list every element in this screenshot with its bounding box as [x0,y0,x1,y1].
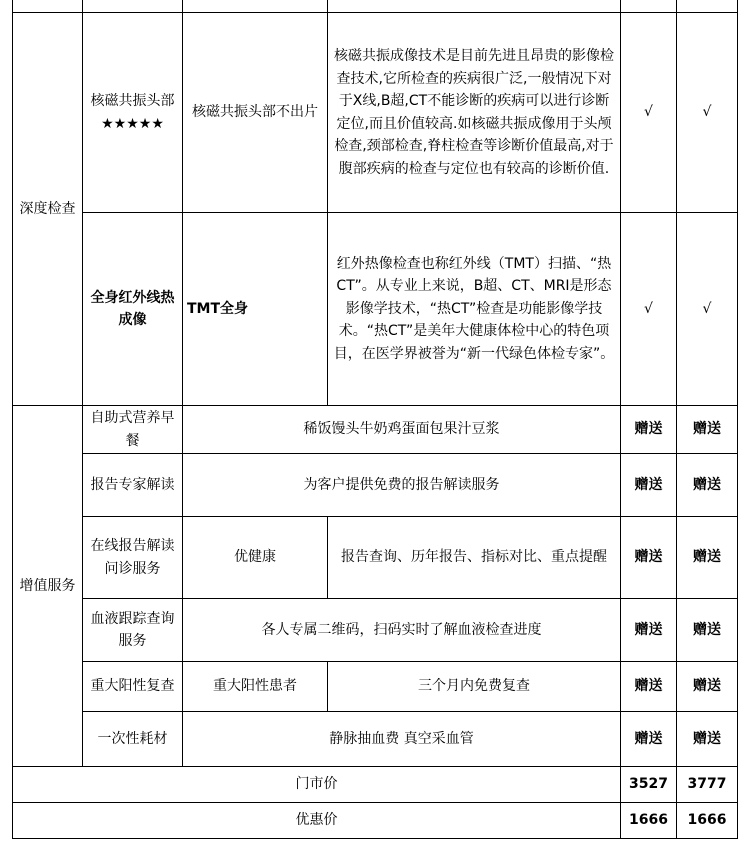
service-name: 一次性耗材 [83,712,183,767]
table-row-blood-tracking [13,599,738,662]
desc-mri: 核磁共振成像技术是目前先进且昂贵的影像检查技术,它所检查的疾病很广泛,一般情况下对于X线,B超,CT不能诊断的疾病可以进行诊断定位,而且价值较高.如核磁共振成像用于头颅检查,颈部检查,脊柱检查等诊断价值最高,对于腹部疾病的检查与定位也有较高的诊断价值. [328,13,621,213]
table-row-list-price [13,767,738,803]
cell-empty [621,0,677,13]
gift-b: 赠送 [677,454,738,517]
gift-a: 赠送 [621,662,677,712]
subitem-mri: 核磁共振头部不出片 [183,13,328,213]
rating-stars: ★★★★★ [101,115,164,132]
table-row-online-report [13,517,738,599]
table-row-tmt [13,213,738,406]
gift-a: 赠送 [621,406,677,454]
package-table [12,0,738,839]
gift-a: 赠送 [621,599,677,662]
check-tmt-a: √ [621,213,677,406]
check-mri-a: √ [621,13,677,213]
category-value-added: 增值服务 [13,406,83,767]
table-row-discount-price [13,803,738,839]
gift-b: 赠送 [677,599,738,662]
service-name: 在线报告解读问诊服务 [83,517,183,599]
table-row-consumables [13,712,738,767]
cell-empty [13,0,83,13]
service-desc: 三个月内免费复查 [328,662,621,712]
cell-empty [328,0,621,13]
service-name: 血液跟踪查询服务 [83,599,183,662]
table-row-mri [13,13,738,213]
item-name-mri [83,13,183,213]
list-price-a: 3527 [621,767,677,803]
service-name: 自助式营养早餐 [83,406,183,454]
gift-a: 赠送 [621,454,677,517]
discount-price-a: 1666 [621,803,677,839]
gift-b: 赠送 [677,662,738,712]
cell-empty [183,0,328,13]
gift-b: 赠送 [677,406,738,454]
service-desc: 为客户提供免费的报告解读服务 [183,454,621,517]
check-tmt-b: √ [677,213,738,406]
subitem-tmt: TMT全身 [183,213,328,406]
service-name: 报告专家解读 [83,454,183,517]
service-sub: 重大阳性患者 [183,662,328,712]
gift-b: 赠送 [677,517,738,599]
check-mri-b: √ [677,13,738,213]
gift-b: 赠送 [677,712,738,767]
table-row-report-interpretation [13,454,738,517]
service-sub: 优健康 [183,517,328,599]
discount-price-label: 优惠价 [13,803,621,839]
service-desc: 报告查询、历年报告、指标对比、重点提醒 [328,517,621,599]
item-name-tmt: 全身红外线热成像 [83,213,183,406]
desc-tmt: 红外热像检查也称红外线（TMT）扫描、“热CT”。从专业上来说，B超、CT、MRI是形态影像学技术，“热CT”检查是功能影像学技术。“热CT”是美年大健康体检中心的特色项目，在医学界被誉为“新一代绿色体检专家”。 [328,213,621,406]
table-row-positive-recheck [13,662,738,712]
cell-empty [677,0,738,13]
table-row-breakfast [13,406,738,454]
item-name-mri-text: 核磁共振头部 [90,93,175,109]
service-name: 重大阳性复查 [83,662,183,712]
service-desc: 稀饭馒头牛奶鸡蛋面包果汁豆浆 [183,406,621,454]
table-row-top-continuation [13,0,738,13]
gift-a: 赠送 [621,517,677,599]
list-price-label: 门市价 [13,767,621,803]
list-price-b: 3777 [677,767,738,803]
category-deep-check: 深度检查 [13,13,83,406]
discount-price-b: 1666 [677,803,738,839]
gift-a: 赠送 [621,712,677,767]
cell-empty [83,0,183,13]
service-desc: 各人专属二维码，扫码实时了解血液检查进度 [183,599,621,662]
service-desc: 静脉抽血费 真空采血管 [183,712,621,767]
